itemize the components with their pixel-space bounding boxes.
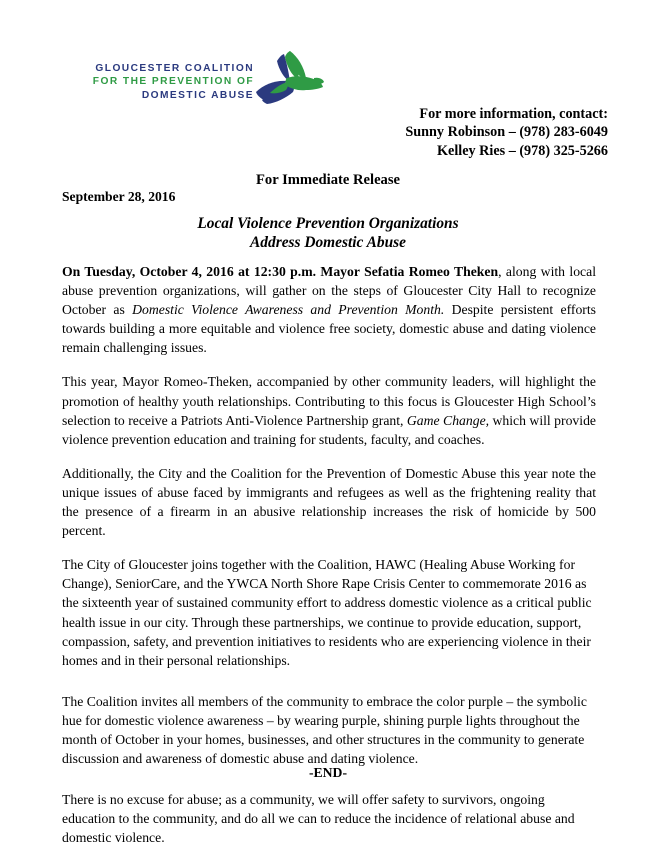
- paragraph-4: The City of Gloucester joins together with the Coalition, HAWC (Healing Abuse Working for Change), SeniorCare, and the YWCA North Shore Rape Crisis Center to commemorate 2016 as the sixteenth year of sustained community effort to address domestic violence as a critical public health issue in our city. Through these partnerships, we continue to provide education, support, compassion, safety, and prevention initiatives to residents who are experiencing violence in their homes and in their personal relationships.: [62, 557, 592, 668]
- organization-logo: [58, 48, 318, 116]
- paragraph-2-part-b: which will provide violence prevention education and training for students, faculty, and coaches.: [62, 412, 596, 447]
- paragraph-1-lead: On Tuesday, October 4, 2016 at 12:30 p.m. Mayor Sefatia Romeo Theken: [62, 264, 499, 279]
- paragraph-5: The Coalition invites all members of the community to embrace the color purple – the symbolic hue for domestic violence awareness – by wearing purple, shining purple lights throughout the month of October in your homes, businesses, and other structures in the community to generate discussion and awareness of domestic abuse and dating violence.: [62, 693, 587, 767]
- immediate-release-label: For Immediate Release: [256, 172, 400, 188]
- contact-heading: For more information, contact:: [419, 106, 608, 122]
- contact-person-1: Sunny Robinson – (978) 283-6049: [405, 124, 608, 141]
- paragraph-3: Additionally, the City and the Coalition for the Prevention of Domestic Abuse this year note the unique issues of abuse faced by immigrants and refugees as well as the frightening reality that the presence of a firearm in an abusive relationship increases the risk of homicide by 500 percent.: [62, 465, 596, 539]
- paragraph-2-emphasis: Game Change,: [406, 412, 490, 428]
- paragraph-2-part-a: This year, Mayor Romeo-Theken, accompanied by other community leaders, will highlight the promotion of healthy youth relationships. Contributing to this focus is Gloucester High School’s selection to receive a Patriots Anti-Violence Partnership grant,: [62, 374, 596, 428]
- headline-line-1: Local Violence Prevention Organizations: [197, 215, 459, 232]
- logo-line-2: FOR THE PREVENTION OF: [92, 76, 254, 88]
- paragraph-1-tail: Despite persistent efforts towards building a more equitable and violence free society, domestic abuse and dating violence remain challenging issues.: [62, 302, 596, 356]
- logo-line-3: DOMESTIC ABUSE: [141, 89, 254, 101]
- dove-icon: [254, 48, 324, 110]
- contact-information: [405, 105, 608, 160]
- logo-line-1: GLOUCESTER COALITION: [95, 63, 254, 74]
- contact-person-2: Kelley Ries – (978) 325-5266: [436, 142, 608, 159]
- headline-line-2: Address Domestic Abuse: [250, 234, 406, 251]
- paragraph-1-mid: , along with local abuse prevention organizations, will gather on the steps of Gloucester City Hall to recognize October as: [62, 264, 597, 318]
- page-title: [0, 214, 656, 252]
- paragraph-6: There is no excuse for abuse; as a community, we will offer safety to survivors, ongoing education to the community, and do all we can to reduce the incidence of relational abuse and domestic violence.: [62, 792, 575, 846]
- paragraph-1-emphasis: Domestic Violence Awareness and Prevention Month.: [132, 302, 445, 318]
- paragraph-1: [62, 262, 596, 357]
- release-date: September 28, 2016: [62, 189, 176, 204]
- logo-wordmark: [58, 62, 254, 102]
- body-content: [62, 262, 596, 848]
- end-marker: -END-: [308, 765, 347, 780]
- paragraph-2: [62, 372, 596, 448]
